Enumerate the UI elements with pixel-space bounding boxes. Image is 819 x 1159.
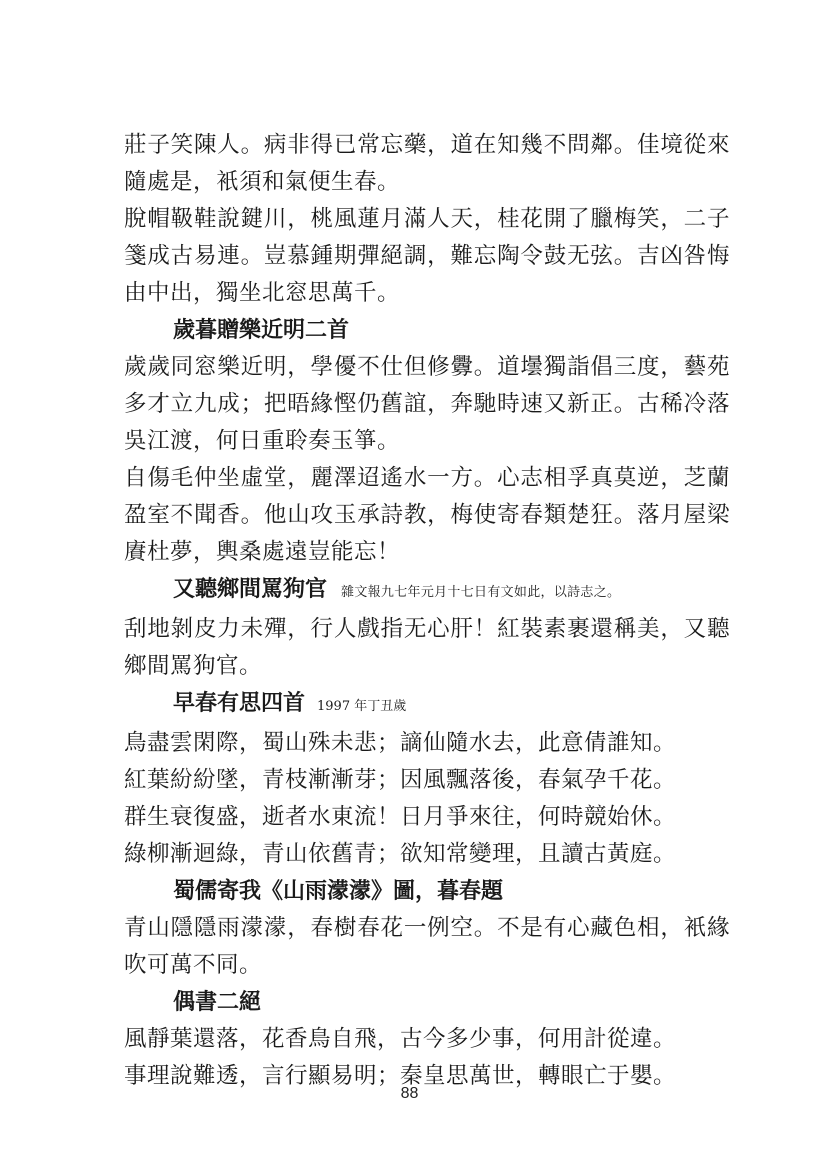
poem-title [124, 873, 730, 910]
poem-text: 莊子笑陳人。病非得已常忘藥，道在知幾不問鄰。佳境從來隨處是，衹須和氣便生春。 [124, 132, 730, 195]
poem-text: 脫帽靸鞋說鍵川，桃風蓮月滿人天，桂花開了臘梅笑，二子箋成古易連。豈慕鍾期彈絕調，難忘陶令鼓无弦。吉凶咎悔由中出，獨坐北窓思萬千。 [124, 206, 730, 306]
poem-line: 事理說難透，言行顯易明；秦皇思萬世，轉眼亡于嬰。 [124, 1063, 677, 1089]
page-number: 88 [400, 1085, 419, 1102]
poem-line: 風靜葉還落，花香鳥自飛，古今多少事，何用計從違。 [124, 1026, 677, 1052]
poem-title-note: 雜文報九七年元月十七日有文如此，以詩志之。 [341, 585, 621, 600]
poem-title-text: 早春有思四首 [173, 690, 306, 716]
poem-text: 刮地剝皮力未殫，行人戲指无心肝！紅裝素裹還稱美，又聽鄉間罵狗官。 [124, 616, 730, 679]
poem-title-year: 1997 年丁丑歲 [317, 699, 407, 714]
poem-text: 歲歲同窓樂近明，學優不仕但修釁。道壜獨詣倡三度，藝苑多才立九成；把晤緣慳仍舊誼，奔馳時速又新正。古稀冷落吳江渡，何日重聆奏玉箏。 [124, 354, 730, 454]
poem-line: 群生衰復盛，逝者水東流！日月爭來往，何時競始休。 [124, 804, 677, 830]
poem-title [124, 312, 730, 349]
poem-title-text: 又聽鄉間罵狗官 [173, 576, 328, 602]
poem-text: 青山隱隱雨濛濛，春樹春花一例空。不是有心藏色相，衹緣吹可萬不同。 [124, 915, 730, 978]
poem-title [124, 571, 730, 611]
poem-line: 綠柳漸迴綠，青山依舊青；欲知常變理，且讀古黃庭。 [124, 841, 677, 867]
poem-title [124, 984, 730, 1021]
poem-title-text: 歲暮贈樂近明二首 [173, 317, 350, 343]
poem-line: 鳥盡雲閑際，蜀山殊未悲；謫仙隨水去，此意倩誰知。 [124, 730, 677, 756]
poem-title [124, 685, 730, 725]
poem-title-text: 蜀儒寄我《山雨濛濛》圖，暮春題 [173, 878, 504, 904]
poem-line: 紅葉紛紛墜，青枝漸漸芽；因風飄落後，春氣孕千花。 [124, 767, 677, 793]
poem-title-text: 偶書二絕 [173, 989, 262, 1015]
poem-text: 自傷毛仲坐虛堂，麗澤迢遙水一方。心志相孚真莫逆，芝蘭盈室不聞香。他山攻玉承詩教，梅使寄春類楚狂。落月屋梁賡杜夢，輿桑處遠豈能忘！ [124, 465, 730, 565]
page-content [124, 127, 730, 1095]
